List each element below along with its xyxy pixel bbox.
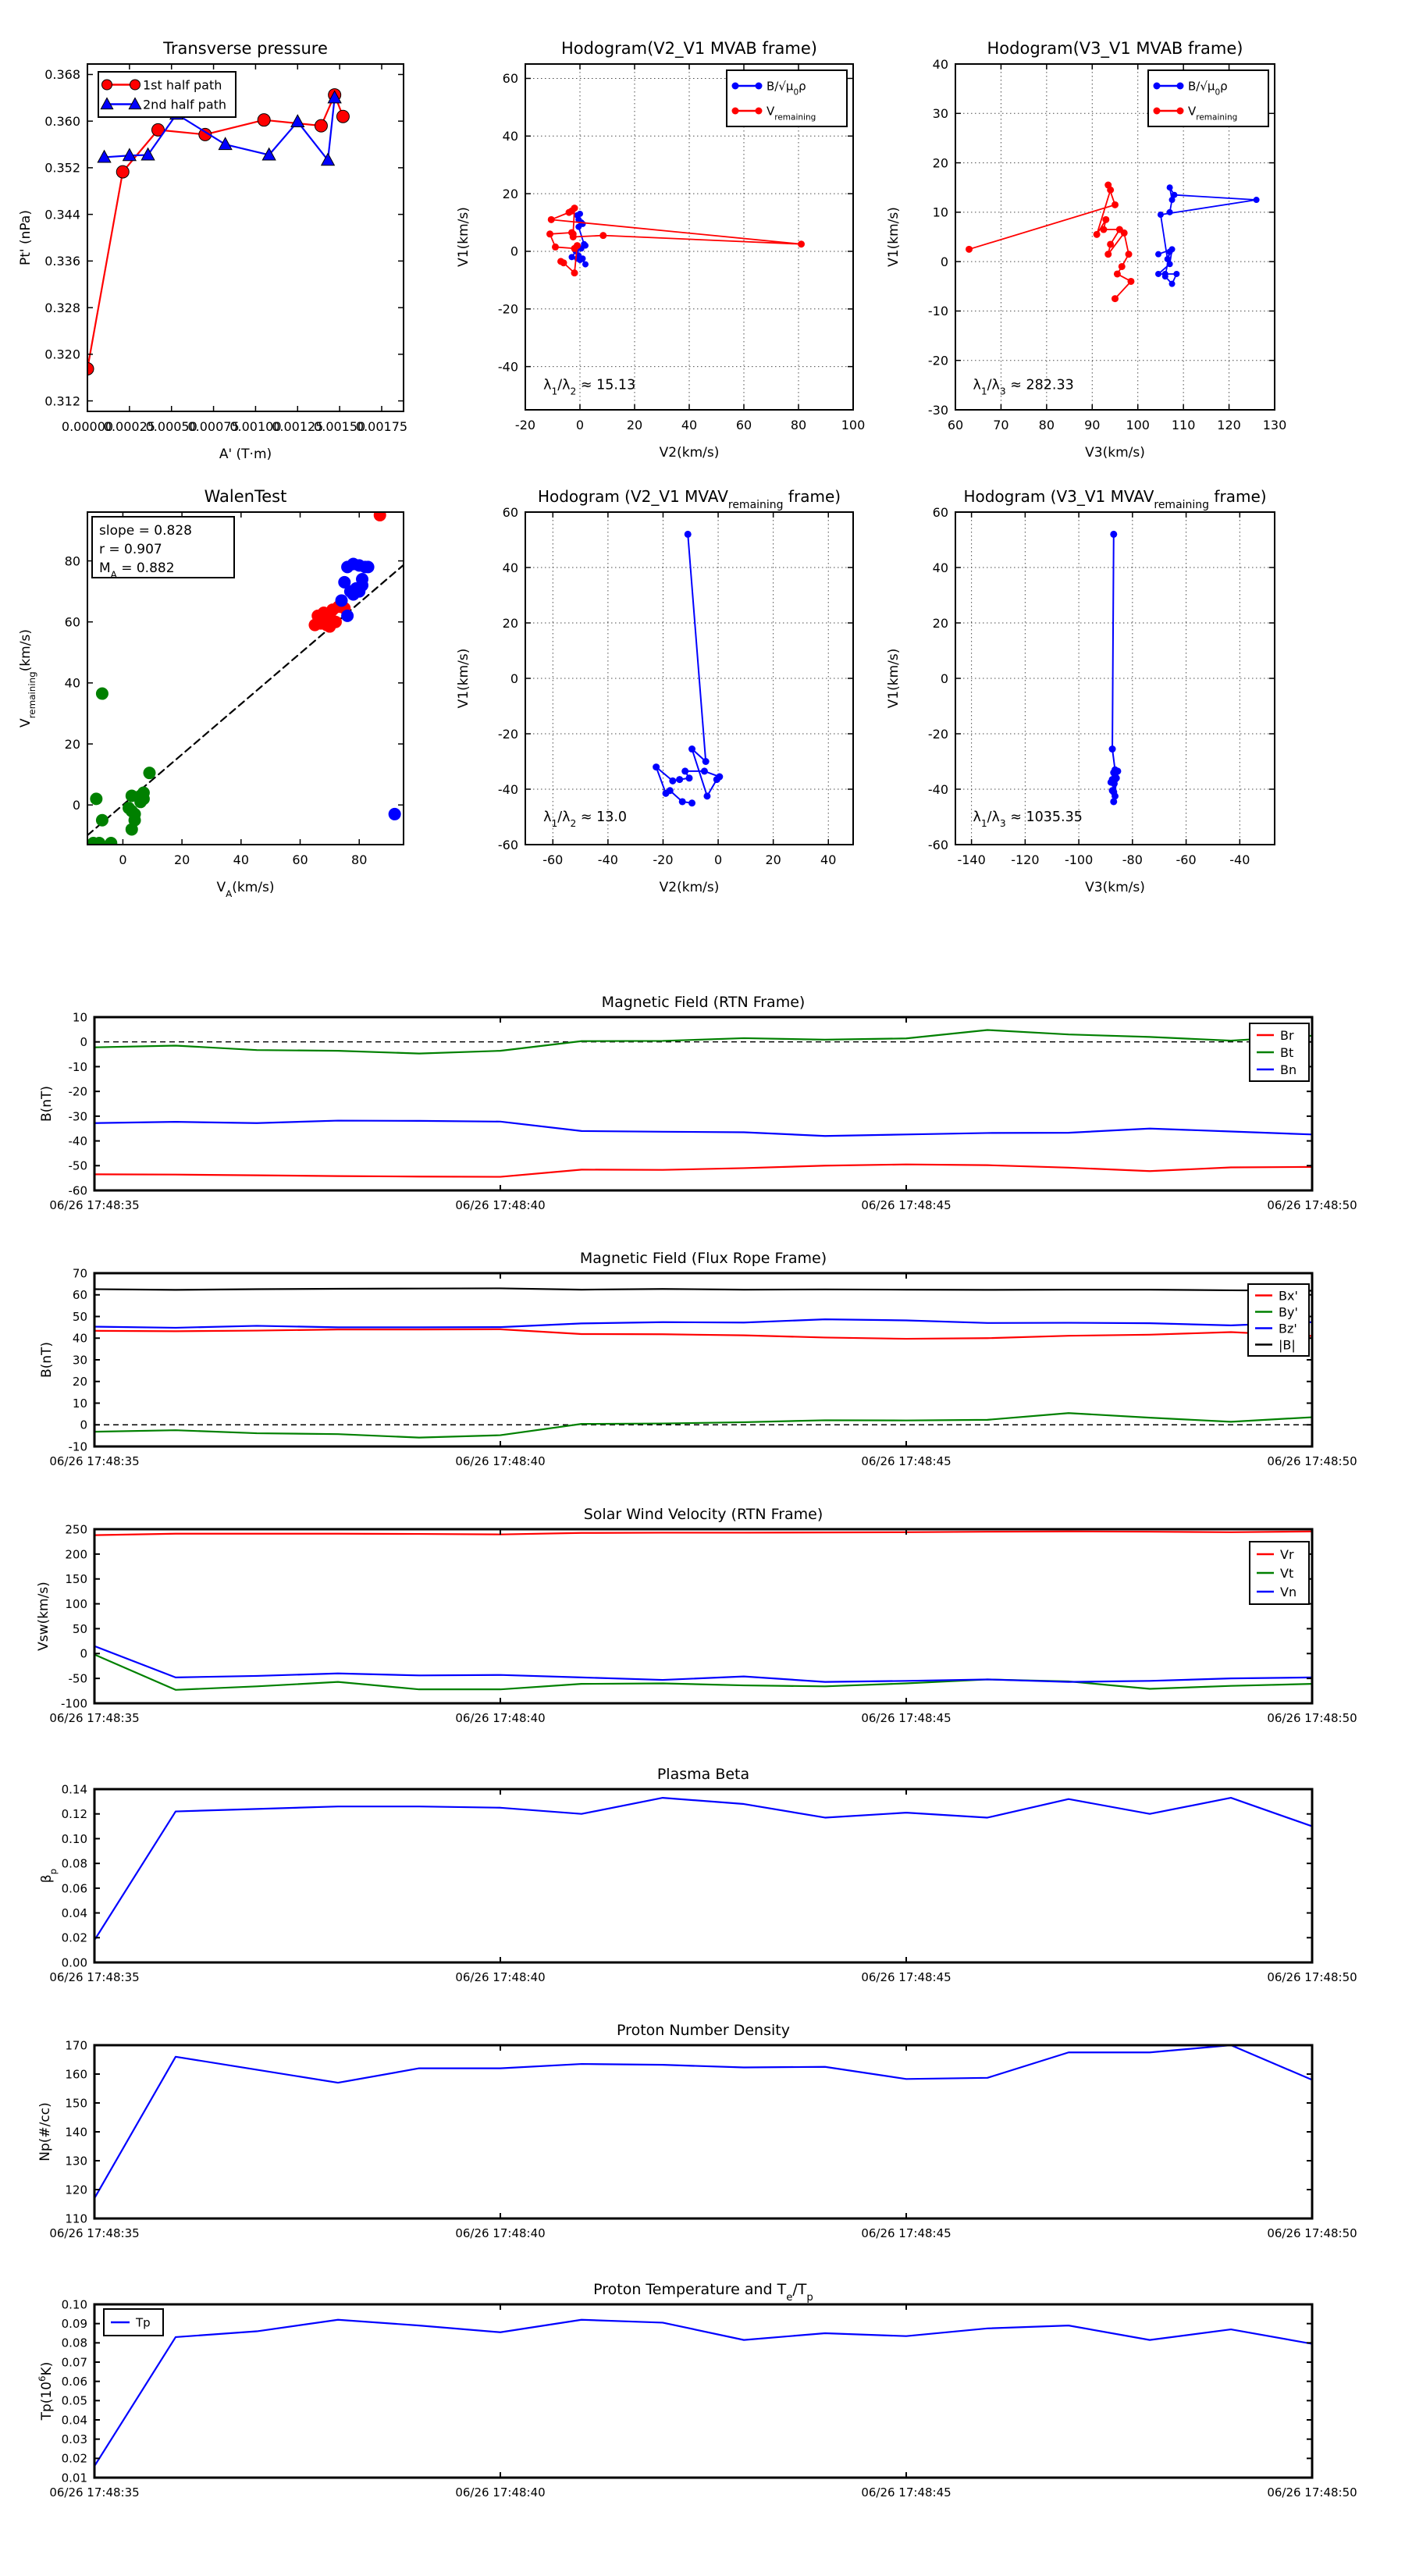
y-tick-label: 0 (72, 797, 80, 813)
y-tick-label: 100 (65, 1596, 87, 1611)
y-tick-label: 0.328 (44, 300, 80, 315)
y-axis-label: B(nT) (39, 1085, 55, 1123)
panel-mag-fluxrope (1, 1236, 1387, 1505)
panel-mag-rtn (1, 980, 1387, 1249)
x-axis-label: $V_A(km/s)$ (216, 880, 275, 899)
x-tick-label: 70 (993, 418, 1009, 432)
panel-title: Proton Temperature and $T_e/T_p$ (593, 2281, 813, 2304)
x-tick-label: 100 (841, 418, 866, 432)
panel-hodogram-v3v1-mvav (862, 475, 1350, 903)
x-tick-label: -40 (597, 852, 618, 867)
axes-background (94, 1529, 1312, 1703)
y-tick-label: 60 (72, 1288, 87, 1303)
y-tick-label: -20 (927, 726, 948, 742)
x-tick-label: 06/26 17:48:35 (49, 1454, 140, 1468)
y-axis-label: Vsw(km/s) (36, 1582, 52, 1651)
y-tick-label: 0 (80, 1035, 87, 1050)
legend-label: By' (1279, 1304, 1298, 1320)
y-tick-label: 30 (72, 1353, 87, 1368)
annotation-text: $\lambda_1/\lambda_3 \approx 1035.35$ (973, 809, 1083, 830)
y-tick-label: -10 (927, 304, 948, 319)
y-tick-label: 0.00 (61, 1955, 87, 1970)
x-tick-label: 0.00100 (229, 419, 282, 434)
y-tick-label: 0.10 (61, 2297, 87, 2312)
y-tick-label: -20 (497, 301, 518, 317)
x-tick-label: 80 (351, 852, 368, 867)
x-tick-label: 06/26 17:48:50 (1267, 1454, 1357, 1468)
y-tick-label: 0.04 (61, 1905, 87, 1920)
x-axis-label: A' (T·m) (219, 447, 272, 462)
y-tick-label: 0.368 (44, 67, 80, 83)
x-tick-label: 0 (119, 852, 127, 867)
panel-title: Magnetic Field (Flux Rope Frame) (579, 1250, 827, 1267)
y-tick-label: -60 (497, 837, 518, 852)
y-tick-label: 20 (502, 615, 518, 631)
x-tick-label: 06/26 17:48:40 (455, 1454, 546, 1468)
y-tick-label: 0.14 (61, 1782, 87, 1797)
y-tick-label: -100 (60, 1696, 87, 1711)
x-tick-label: 40 (233, 852, 250, 867)
y-tick-label: 0.06 (61, 2375, 87, 2389)
panel-title: Hodogram(V2_V1 MVAB frame) (561, 39, 817, 58)
y-tick-label: -20 (68, 1084, 87, 1099)
axes-background (94, 2045, 1312, 2218)
y-tick-label: 40 (932, 560, 948, 575)
x-tick-label: 60 (735, 418, 752, 432)
y-tick-label: -40 (497, 359, 518, 375)
x-tick-label: 06/26 17:48:40 (455, 2226, 546, 2240)
panel-vsw-rtn (1, 1492, 1387, 1762)
panel-title: Proton Number Density (617, 2022, 790, 2039)
x-tick-label: 0.00075 (187, 419, 240, 434)
legend-label: Vr (1280, 1546, 1294, 1562)
legend-label: Vn (1280, 1584, 1297, 1599)
stats-line: slope = 0.828 (99, 523, 192, 539)
y-tick-label: 0.10 (61, 1831, 87, 1846)
y-tick-label: 0 (80, 1418, 87, 1432)
x-tick-label: 0.00050 (145, 419, 197, 434)
y-tick-label: 10 (932, 205, 948, 220)
y-tick-label: 40 (502, 560, 518, 575)
x-tick-label: 06/26 17:48:50 (1267, 2226, 1357, 2240)
y-axis-label: $\beta_p$ (39, 1868, 59, 1884)
x-tick-label: 20 (765, 852, 781, 867)
y-tick-label: 0.05 (61, 2393, 87, 2408)
panel-walen-test (0, 475, 478, 903)
y-axis-label: V1(km/s) (456, 648, 471, 709)
x-tick-label: -20 (514, 418, 536, 432)
y-tick-label: 0 (80, 1646, 87, 1661)
y-axis-label: $V_{remaining}(km/s)$ (18, 629, 37, 728)
y-tick-label: 170 (65, 2038, 87, 2053)
y-axis-label: V1(km/s) (886, 648, 902, 709)
legend-label: Bz' (1279, 1321, 1297, 1336)
stats-line: $M_A = 0.882$ (99, 560, 175, 580)
panel-title: Hodogram (V2_V1 $MVAV_{remaining}$ frame) (537, 487, 841, 511)
y-tick-label: 20 (64, 736, 80, 752)
x-tick-label: 06/26 17:48:35 (49, 1198, 140, 1212)
panel-title: Magnetic Field (RTN Frame) (601, 994, 806, 1011)
y-tick-label: 0 (940, 254, 948, 269)
y-tick-label: 0.336 (44, 254, 80, 269)
y-tick-label: -60 (927, 837, 948, 852)
y-tick-label: 0.360 (44, 113, 80, 129)
x-tick-label: 06/26 17:48:45 (861, 2485, 951, 2500)
y-tick-label: 0.02 (61, 1930, 87, 1945)
panel-title: Solar Wind Velocity (RTN Frame) (583, 1506, 823, 1523)
y-tick-label: 50 (72, 1621, 87, 1636)
x-tick-label: 100 (1126, 418, 1150, 432)
x-axis-label: V3(km/s) (1085, 445, 1145, 461)
x-tick-label: -20 (653, 852, 674, 867)
x-tick-label: 80 (790, 418, 807, 432)
y-tick-label: 20 (932, 615, 948, 631)
y-tick-label: 50 (72, 1309, 87, 1324)
x-tick-label: -120 (1011, 852, 1040, 867)
panel-title: Hodogram(V3_V1 MVAB frame) (987, 39, 1243, 58)
x-tick-label: 80 (1038, 418, 1055, 432)
y-tick-label: 80 (64, 553, 80, 569)
x-tick-label: -100 (1064, 852, 1094, 867)
y-tick-label: -40 (927, 781, 948, 797)
y-tick-label: 0.03 (61, 2432, 87, 2447)
y-tick-label: -60 (68, 1183, 87, 1198)
legend-label: Br (1280, 1027, 1294, 1043)
axes-background (94, 1273, 1312, 1446)
panel-proton-temp (1, 2267, 1387, 2536)
y-tick-label: 70 (72, 1266, 87, 1281)
x-axis-label: V3(km/s) (1085, 880, 1145, 895)
y-tick-label: 0.06 (61, 1881, 87, 1896)
y-tick-label: 0.312 (44, 393, 80, 409)
y-tick-label: -50 (68, 1671, 87, 1686)
y-tick-label: 0.08 (61, 1856, 87, 1871)
y-tick-label: 150 (65, 1572, 87, 1587)
x-tick-label: -80 (1122, 852, 1143, 867)
legend-label: $B/√\mu_0\rho$ (1188, 79, 1228, 98)
y-tick-label: 0.12 (61, 1807, 87, 1822)
y-tick-label: 160 (65, 2067, 87, 2082)
y-axis-label: Np(#/cc) (37, 2102, 53, 2161)
y-tick-label: -40 (497, 781, 518, 797)
legend-label: 2nd half path (143, 97, 227, 112)
y-tick-label: -40 (68, 1133, 87, 1148)
y-tick-label: -20 (497, 726, 518, 742)
y-tick-label: 0.344 (44, 207, 80, 222)
y-axis-label: V1(km/s) (456, 207, 471, 267)
x-tick-label: 130 (1262, 418, 1287, 432)
annotation-text: $\lambda_1/\lambda_2 \approx 13.0$ (543, 809, 628, 830)
y-tick-label: 140 (65, 2125, 87, 2140)
x-tick-label: 0 (575, 418, 585, 432)
x-tick-label: 0 (713, 852, 723, 867)
y-tick-label: -10 (68, 1059, 87, 1074)
y-tick-label: -30 (68, 1109, 87, 1124)
x-tick-label: 40 (820, 852, 837, 867)
panel-transverse-pressure (0, 27, 478, 470)
x-tick-label: 06/26 17:48:40 (455, 1970, 546, 1984)
y-tick-label: 0.352 (44, 160, 80, 176)
x-tick-label: 06/26 17:48:35 (49, 1711, 140, 1725)
x-tick-label: 20 (173, 852, 190, 867)
y-tick-label: 0.320 (44, 347, 80, 362)
x-tick-label: 06/26 17:48:45 (861, 1198, 951, 1212)
x-tick-label: 06/26 17:48:40 (455, 2485, 546, 2500)
x-tick-label: 06/26 17:48:50 (1267, 1711, 1357, 1725)
y-tick-label: 0 (940, 671, 948, 686)
x-tick-label: 0.00150 (314, 419, 366, 434)
x-tick-label: 06/26 17:48:35 (49, 2485, 140, 2500)
stats-line: r = 0.907 (99, 542, 162, 557)
x-tick-label: 60 (947, 418, 964, 432)
panel-proton-density (1, 2008, 1387, 2277)
x-tick-label: 06/26 17:48:50 (1267, 2485, 1357, 2500)
y-tick-label: 40 (932, 56, 948, 72)
legend-label: $V_{remaining}$ (767, 104, 816, 123)
legend-label: 1st half path (143, 77, 222, 93)
y-tick-label: 200 (65, 1547, 87, 1562)
legend-label: Bn (1280, 1062, 1297, 1077)
y-tick-label: 0.02 (61, 2451, 87, 2466)
x-tick-label: 0.00125 (272, 419, 324, 434)
axes-background (94, 2304, 1312, 2478)
y-axis-label: V1(km/s) (886, 207, 902, 267)
y-tick-label: 0.08 (61, 2336, 87, 2350)
y-tick-label: -50 (68, 1158, 87, 1173)
x-tick-label: 06/26 17:48:45 (861, 1711, 951, 1725)
x-tick-label: 06/26 17:48:35 (49, 1970, 140, 1984)
x-tick-label: 06/26 17:48:50 (1267, 1970, 1357, 1984)
y-tick-label: 40 (502, 129, 518, 144)
y-tick-label: 30 (932, 106, 948, 122)
y-tick-label: -20 (927, 353, 948, 368)
y-axis-label: $Tp(10^6K)$ (37, 2361, 55, 2421)
legend-label: Tp (136, 2315, 151, 2330)
y-tick-label: 0.04 (61, 2413, 87, 2428)
x-tick-label: 06/26 17:48:45 (861, 1970, 951, 1984)
y-tick-label: 40 (64, 675, 80, 691)
y-tick-label: 0.07 (61, 2355, 87, 2370)
x-tick-label: 06/26 17:48:40 (455, 1198, 546, 1212)
annotation-text: $\lambda_1/\lambda_3 \approx 282.33$ (973, 377, 1074, 397)
y-tick-label: 40 (72, 1331, 87, 1346)
x-tick-label: 0.00175 (355, 419, 408, 434)
y-tick-label: 0 (510, 671, 518, 686)
y-tick-label: 0.09 (61, 2317, 87, 2332)
y-tick-label: 10 (72, 1010, 87, 1025)
y-tick-label: 60 (502, 504, 518, 520)
panel-hodogram-v3v1-mvab (862, 27, 1350, 468)
panel-title: Hodogram (V3_V1 $MVAV_{remaining}$ frame) (963, 487, 1267, 511)
y-axis-label: Pt' (nPa) (18, 210, 34, 265)
y-tick-label: 20 (502, 186, 518, 201)
legend-label: Bx' (1279, 1288, 1298, 1304)
x-tick-label: 40 (681, 418, 698, 432)
legend-label: Bt (1280, 1044, 1294, 1060)
y-tick-label: 60 (502, 71, 518, 87)
x-tick-label: 06/26 17:48:50 (1267, 1198, 1357, 1212)
x-tick-label: -40 (1229, 852, 1250, 867)
legend-label: $V_{remaining}$ (1188, 104, 1238, 123)
x-axis-label: V2(km/s) (659, 445, 720, 461)
legend-label: $B/√\mu_0\rho$ (767, 79, 806, 98)
y-axis-label: B(nT) (39, 1341, 55, 1379)
y-tick-label: 110 (65, 2211, 87, 2226)
axes-background (94, 1017, 1312, 1190)
y-tick-label: 60 (64, 614, 80, 630)
y-tick-label: -30 (927, 402, 948, 418)
y-tick-label: 250 (65, 1522, 87, 1537)
y-tick-label: 0.01 (61, 2471, 87, 2485)
y-tick-label: 0 (510, 244, 518, 259)
panel-hodogram-v2v1-mvav (432, 475, 928, 903)
y-tick-label: 60 (932, 504, 948, 520)
y-tick-label: 130 (65, 2154, 87, 2169)
legend-label: |B| (1279, 1337, 1296, 1353)
legend-label: Vt (1280, 1565, 1294, 1581)
x-tick-label: 06/26 17:48:35 (49, 2226, 140, 2240)
x-axis-label: V2(km/s) (659, 880, 720, 895)
x-tick-label: 0.00000 (61, 419, 114, 434)
x-tick-label: 20 (626, 418, 643, 432)
x-tick-label: -140 (957, 852, 986, 867)
x-tick-label: 06/26 17:48:40 (455, 1711, 546, 1725)
x-tick-label: 0.00025 (103, 419, 155, 434)
x-tick-label: -60 (542, 852, 564, 867)
x-tick-label: 120 (1217, 418, 1241, 432)
x-tick-label: 06/26 17:48:45 (861, 2226, 951, 2240)
panel-title: Plasma Beta (656, 1766, 750, 1783)
panel-hodogram-v2v1-mvab (432, 27, 928, 468)
axes-background (94, 1789, 1312, 1962)
annotation-text: $\lambda_1/\lambda_2 \approx 15.13$ (543, 377, 636, 397)
y-tick-label: 10 (72, 1396, 87, 1411)
x-tick-label: 06/26 17:48:45 (861, 1454, 951, 1468)
panel-title: Transverse pressure (163, 39, 328, 58)
y-tick-label: 20 (72, 1375, 87, 1389)
y-tick-label: 120 (65, 2183, 87, 2197)
y-tick-label: 20 (932, 155, 948, 171)
y-tick-label: -10 (68, 1439, 87, 1454)
x-tick-label: 90 (1084, 418, 1101, 432)
panel-plasma-beta (1, 1752, 1387, 2021)
x-tick-label: 60 (292, 852, 308, 867)
panel-title: WalenTest (204, 487, 287, 506)
x-tick-label: 110 (1171, 418, 1196, 432)
x-tick-label: -60 (1176, 852, 1197, 867)
y-tick-label: 150 (65, 2096, 87, 2111)
